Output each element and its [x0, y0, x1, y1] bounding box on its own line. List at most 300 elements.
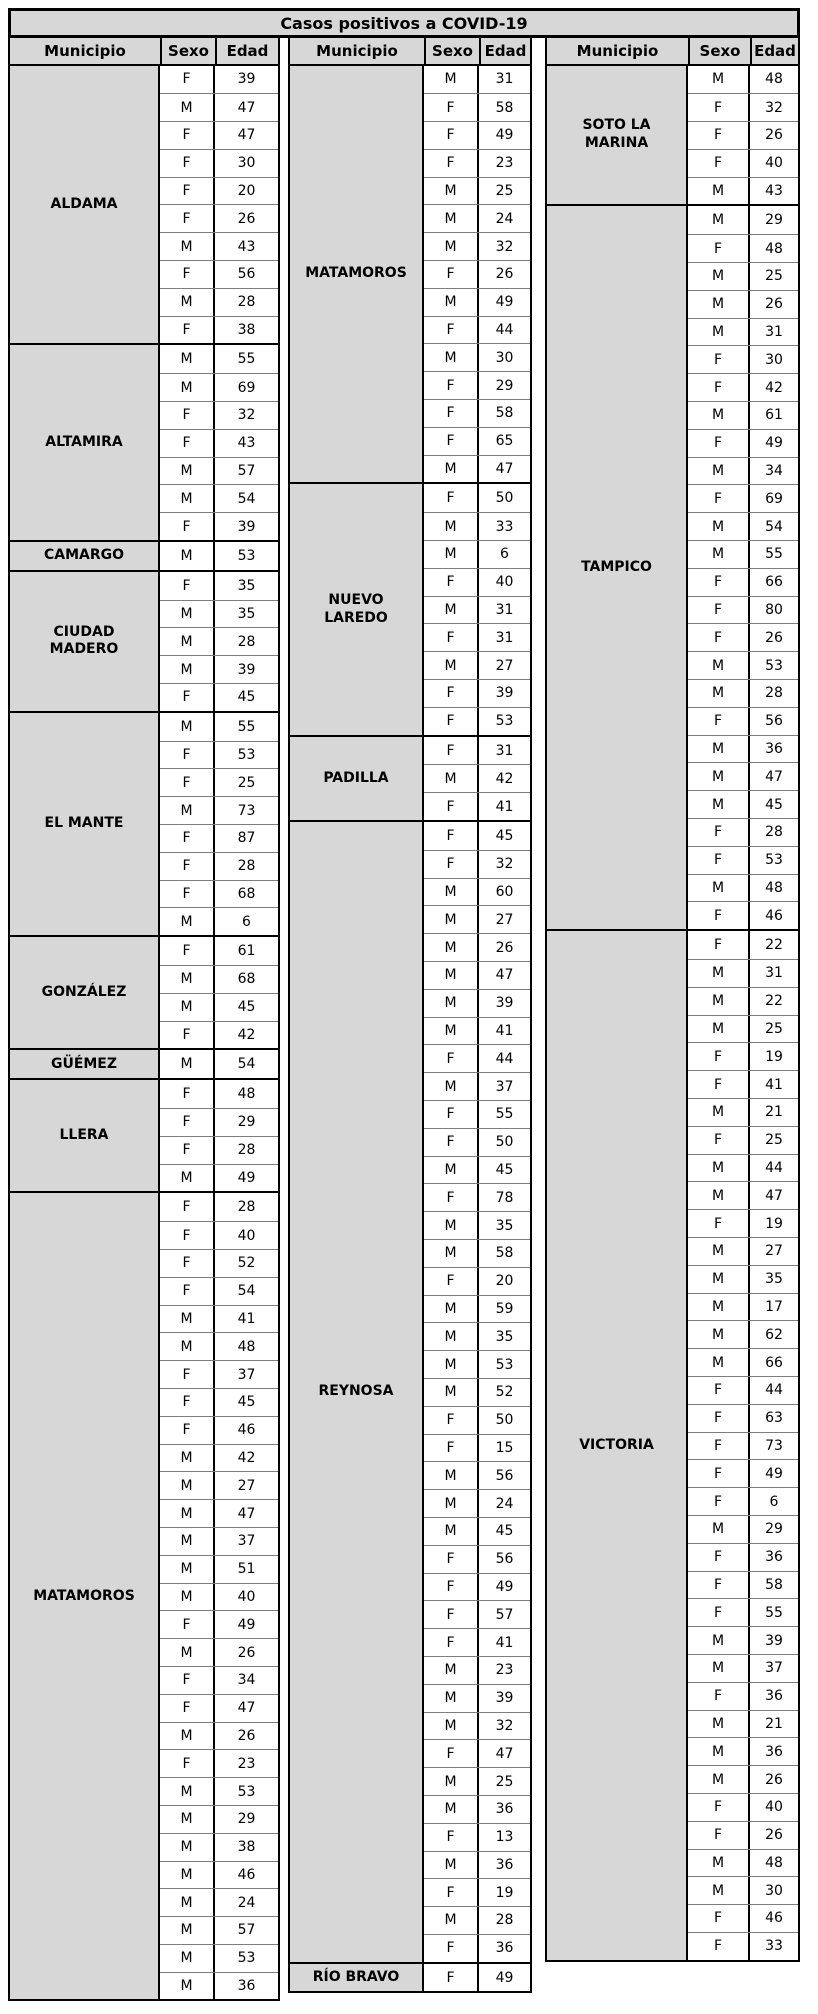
table-row — [688, 149, 798, 177]
sexo-cell: M — [688, 1155, 750, 1182]
sexo-cell: M — [160, 1445, 215, 1472]
sexo-cell: M — [160, 628, 215, 655]
sexo-cell: F — [160, 261, 215, 288]
table-row — [160, 1583, 278, 1611]
sexo-cell: F — [688, 122, 750, 149]
table-row — [688, 484, 798, 512]
sexo-cell: M — [424, 1768, 479, 1795]
table-row — [160, 683, 278, 711]
sexo-cell: M — [160, 601, 215, 628]
edad-cell: 54 — [765, 518, 783, 535]
edad-cell: 23 — [495, 1662, 514, 1679]
sexo-cell: M — [160, 797, 215, 824]
table-row — [688, 290, 798, 318]
table-row — [424, 1461, 530, 1489]
edad-cell: 26 — [237, 1644, 256, 1661]
edad-cell: 49 — [237, 1169, 256, 1186]
edad-cell: 51 — [237, 1561, 256, 1578]
municipio-label: RÍO BRAVO — [290, 1964, 424, 1992]
edad-cell: 47 — [237, 99, 256, 116]
sexo-cell: M — [688, 458, 750, 485]
table-row — [688, 679, 798, 707]
edad-cell: 22 — [765, 993, 783, 1010]
sexo-cell: M — [424, 597, 479, 624]
edad-cell: 45 — [237, 1394, 256, 1411]
sexo-cell: M — [688, 763, 750, 790]
table-row — [424, 1017, 530, 1045]
table-row — [688, 1598, 798, 1626]
table-row — [688, 846, 798, 874]
edad-cell: 37 — [237, 1533, 256, 1550]
table-row — [160, 401, 278, 429]
edad-cell: 55 — [237, 351, 256, 368]
sexo-cell: M — [424, 1351, 479, 1378]
column-header-sexo: Sexo — [160, 38, 215, 64]
column-header-municipio: Municipio — [316, 41, 398, 60]
table-row — [160, 1694, 278, 1722]
section-rows — [688, 931, 798, 1959]
edad-cell: 45 — [495, 1161, 514, 1178]
edad-cell: 66 — [765, 1354, 783, 1371]
edad-cell: 38 — [237, 1839, 256, 1856]
sexo-cell: F — [688, 1210, 750, 1237]
sexo-cell: F — [688, 1377, 750, 1404]
edad-cell: 40 — [765, 155, 783, 172]
sexo-cell: F — [424, 317, 479, 344]
table-row — [688, 66, 798, 94]
sexo-cell: M — [688, 1294, 750, 1321]
sexo-cell: F — [424, 851, 479, 878]
sexo-cell: F — [160, 1250, 215, 1277]
municipio-section — [10, 1078, 278, 1191]
table-3 — [545, 38, 800, 1962]
sexo-cell: M — [160, 1165, 215, 1192]
sexo-cell: F — [424, 1045, 479, 1072]
sexo-cell: F — [424, 624, 479, 651]
sexo-cell: F — [160, 402, 215, 429]
edad-cell: 78 — [495, 1189, 514, 1206]
edad-cell: 25 — [765, 268, 783, 285]
sexo-cell: M — [424, 513, 479, 540]
sexo-cell: M — [160, 1639, 215, 1666]
edad-cell: 45 — [495, 827, 514, 844]
edad-cell: 30 — [765, 1882, 783, 1899]
sexo-cell: F — [424, 1824, 479, 1851]
edad-cell: 44 — [495, 322, 514, 339]
edad-cell: 61 — [765, 407, 783, 424]
edad-cell: 25 — [765, 1132, 783, 1149]
sexo-cell: M — [688, 652, 750, 679]
sexo-cell: F — [424, 1129, 479, 1156]
sexo-cell: F — [688, 1405, 750, 1432]
edad-cell: 69 — [765, 490, 783, 507]
table-row — [160, 457, 278, 485]
sexo-cell: M — [424, 1907, 479, 1934]
sexo-cell: M — [160, 94, 215, 121]
sexo-cell: M — [160, 289, 215, 316]
sexo-cell: F — [424, 569, 479, 596]
table-row — [424, 1906, 530, 1934]
table-row — [160, 429, 278, 457]
edad-cell: 39 — [237, 661, 256, 678]
sexo-cell: F — [424, 1268, 479, 1295]
table-row — [424, 1517, 530, 1545]
edad-cell: 45 — [495, 1523, 514, 1540]
section-rows — [424, 66, 530, 483]
municipio-label: ALTAMIRA — [10, 345, 160, 540]
edad-cell: 39 — [495, 1690, 514, 1707]
edad-cell: 80 — [765, 602, 783, 619]
table-row — [688, 540, 798, 568]
table-row — [160, 1638, 278, 1666]
table-row — [424, 204, 530, 232]
sexo-cell: F — [424, 1964, 479, 1992]
sexo-cell: M — [688, 988, 750, 1015]
table-row — [424, 989, 530, 1017]
edad-cell: 28 — [765, 685, 783, 702]
edad-cell: 36 — [765, 741, 783, 758]
sexo-cell: M — [688, 1099, 750, 1126]
edad-cell: 36 — [495, 1856, 514, 1873]
table-row — [424, 961, 530, 989]
sexo-cell: M — [688, 66, 750, 94]
table-row — [160, 880, 278, 908]
table-row — [160, 1193, 278, 1221]
table-row — [424, 288, 530, 316]
table-row — [160, 1666, 278, 1694]
edad-cell: 47 — [495, 967, 514, 984]
edad-cell: 42 — [237, 1449, 256, 1466]
sexo-cell: M — [160, 713, 215, 741]
sexo-cell: M — [160, 485, 215, 512]
section-rows — [424, 737, 530, 820]
table-row — [160, 1833, 278, 1861]
sexo-cell: M — [424, 289, 479, 316]
sexo-cell: M — [424, 66, 479, 94]
sexo-cell: F — [688, 1683, 750, 1710]
sexo-cell: M — [160, 1528, 215, 1555]
sexo-cell: M — [424, 1657, 479, 1684]
sexo-cell: M — [160, 1778, 215, 1805]
sexo-cell: F — [424, 1407, 479, 1434]
table-row — [424, 427, 530, 455]
sexo-cell: F — [160, 1022, 215, 1049]
sexo-cell: M — [424, 178, 479, 205]
edad-cell: 41 — [765, 1076, 783, 1093]
edad-cell: 29 — [495, 377, 514, 394]
edad-cell: 26 — [765, 1827, 783, 1844]
edad-cell: 36 — [237, 1978, 256, 1995]
sexo-cell: F — [688, 430, 750, 457]
sexo-cell: M — [160, 1333, 215, 1360]
table-row — [160, 1332, 278, 1360]
table-row — [424, 1489, 530, 1517]
table-row — [688, 1265, 798, 1293]
sexo-cell: F — [688, 1043, 750, 1070]
table-row — [160, 232, 278, 260]
table-row — [688, 1932, 798, 1960]
edad-cell: 56 — [237, 266, 256, 283]
table-row — [688, 93, 798, 121]
table-row — [424, 1656, 530, 1684]
sexo-cell: F — [424, 1629, 479, 1656]
edad-cell: 30 — [765, 351, 783, 368]
edad-cell: 41 — [495, 798, 514, 815]
edad-cell: 73 — [765, 1437, 783, 1454]
table-row — [688, 1821, 798, 1849]
sexo-cell: M — [424, 456, 479, 483]
edad-cell: 47 — [765, 1187, 783, 1204]
table-row — [688, 1348, 798, 1376]
edad-cell: 31 — [765, 324, 783, 341]
edad-cell: 32 — [495, 238, 514, 255]
municipio-section — [547, 66, 798, 205]
edad-cell: 44 — [495, 1050, 514, 1067]
sexo-cell: F — [688, 1488, 750, 1515]
table-row — [160, 741, 278, 769]
table-row — [688, 1710, 798, 1738]
sexo-cell: F — [688, 94, 750, 121]
sexo-cell: M — [688, 1321, 750, 1348]
edad-cell: 24 — [237, 1894, 256, 1911]
edad-cell: 27 — [237, 1477, 256, 1494]
edad-cell: 42 — [765, 379, 783, 396]
sexo-cell: M — [688, 1766, 750, 1793]
table-row — [424, 568, 530, 596]
table-row — [688, 790, 798, 818]
edad-cell: 60 — [495, 884, 514, 900]
table-row — [160, 1360, 278, 1388]
sexo-cell: F — [424, 484, 479, 512]
table-row — [424, 1600, 530, 1628]
table-row — [160, 993, 278, 1021]
sexo-cell: M — [160, 1806, 215, 1833]
sexo-cell: F — [688, 569, 750, 596]
section-rows — [160, 937, 278, 1048]
table-row — [688, 1070, 798, 1098]
table-row — [424, 484, 530, 512]
table-row — [160, 1221, 278, 1249]
edad-cell: 28 — [237, 1142, 256, 1159]
sexo-cell: F — [424, 1184, 479, 1211]
municipio-label: SOTO LA MARINA — [547, 66, 688, 205]
table-row — [160, 1080, 278, 1108]
sexo-cell: M — [160, 1723, 215, 1750]
edad-cell: 25 — [495, 1773, 514, 1790]
sexo-cell: M — [424, 1212, 479, 1239]
sexo-cell: F — [688, 1599, 750, 1626]
edad-cell: 58 — [495, 405, 514, 422]
table-row — [160, 572, 278, 600]
column-header-sexo: Sexo — [688, 38, 750, 64]
edad-cell: 29 — [765, 212, 783, 229]
edad-cell: 32 — [237, 407, 256, 424]
table-row — [424, 1573, 530, 1601]
sexo-cell: M — [160, 1834, 215, 1861]
section-rows — [424, 822, 530, 1962]
table-row — [424, 371, 530, 399]
edad-cell: 47 — [237, 127, 256, 144]
edad-cell: 27 — [765, 1243, 783, 1260]
edad-cell: 32 — [495, 1717, 514, 1734]
table-row — [424, 66, 530, 94]
table-row — [688, 1876, 798, 1904]
municipio-section — [290, 66, 530, 483]
edad-cell: 52 — [495, 1384, 514, 1401]
table-row — [424, 905, 530, 933]
table-row — [160, 1527, 278, 1555]
table-row — [424, 1378, 530, 1406]
edad-cell: 54 — [237, 490, 256, 507]
edad-cell: 36 — [765, 1549, 783, 1566]
table-row — [424, 623, 530, 651]
edad-cell: 40 — [237, 1227, 256, 1244]
edad-cell: 63 — [765, 1410, 783, 1427]
sexo-cell: F — [688, 485, 750, 512]
sexo-cell: F — [424, 708, 479, 735]
edad-cell: 55 — [765, 1604, 783, 1621]
sexo-cell: F — [424, 793, 479, 820]
edad-cell: 26 — [765, 1771, 783, 1788]
edad-cell: 53 — [765, 852, 783, 869]
edad-cell: 26 — [237, 210, 256, 227]
table-row — [424, 1267, 530, 1295]
column-header-edad: Edad — [750, 38, 798, 64]
municipio-label: NUEVO LAREDO — [290, 484, 424, 734]
edad-cell: 26 — [765, 629, 783, 646]
section-rows — [160, 1050, 278, 1078]
table-row — [160, 288, 278, 316]
sexo-cell: M — [688, 513, 750, 540]
table-row — [688, 1293, 798, 1321]
sexo-cell: F — [160, 1193, 215, 1221]
table-row — [160, 1749, 278, 1777]
municipio-section — [547, 929, 798, 1959]
section-rows — [160, 542, 278, 570]
sexo-cell: M — [688, 960, 750, 987]
sexo-cell: M — [424, 934, 479, 961]
table-row — [424, 1211, 530, 1239]
edad-cell: 28 — [237, 294, 256, 311]
table-row — [424, 933, 530, 961]
sexo-cell: F — [688, 1822, 750, 1849]
edad-cell: 40 — [237, 1588, 256, 1605]
table-row — [424, 1156, 530, 1184]
municipio-label: PADILLA — [290, 737, 424, 820]
sexo-cell: F — [424, 1740, 479, 1767]
edad-cell: 19 — [765, 1048, 783, 1065]
table-row — [160, 1722, 278, 1750]
sexo-cell: M — [688, 291, 750, 318]
edad-cell: 20 — [495, 1273, 514, 1290]
sexo-cell: M — [424, 233, 479, 260]
table-row — [688, 318, 798, 346]
table-row — [688, 596, 798, 624]
edad-cell: 49 — [495, 1969, 514, 1986]
municipio-label: ALDAMA — [10, 66, 160, 344]
edad-cell: 69 — [237, 379, 256, 396]
edad-cell: 39 — [495, 685, 514, 702]
municipio-section — [290, 820, 530, 1962]
table-row — [688, 429, 798, 457]
sexo-cell: F — [424, 822, 479, 850]
sexo-cell: M — [160, 994, 215, 1021]
table-row — [424, 1712, 530, 1740]
report-title: Casos positivos a COVID-19 — [8, 8, 800, 38]
table-row — [424, 399, 530, 427]
sexo-cell: M — [160, 1050, 215, 1078]
edad-cell: 42 — [237, 1026, 256, 1043]
sexo-cell: M — [688, 1627, 750, 1654]
sexo-cell: F — [688, 374, 750, 401]
table-row — [160, 1277, 278, 1305]
table-row — [424, 1350, 530, 1378]
edad-cell: 35 — [765, 1271, 783, 1288]
table-row — [424, 149, 530, 177]
edad-cell: 49 — [765, 1465, 783, 1482]
table-row — [688, 1376, 798, 1404]
sexo-cell: F — [424, 94, 479, 121]
edad-cell: 28 — [495, 1912, 514, 1929]
table-row — [688, 874, 798, 902]
sexo-cell: M — [424, 879, 479, 906]
sexo-cell: M — [424, 541, 479, 568]
table-row — [160, 1805, 278, 1833]
edad-cell: 35 — [237, 606, 256, 623]
table-row — [688, 1320, 798, 1348]
edad-cell: 6 — [769, 1493, 779, 1510]
edad-cell: 38 — [237, 322, 256, 339]
edad-cell: 45 — [237, 999, 256, 1016]
section-rows — [160, 66, 278, 344]
sexo-cell: M — [688, 1516, 750, 1543]
edad-cell: 46 — [237, 1422, 256, 1439]
table-2-header — [290, 38, 530, 66]
table-row — [424, 512, 530, 540]
table-row — [160, 1305, 278, 1333]
edad-cell: 56 — [495, 1551, 514, 1568]
edad-cell: 52 — [237, 1255, 256, 1272]
edad-cell: 26 — [495, 266, 514, 283]
edad-cell: 26 — [495, 939, 514, 956]
edad-cell: 47 — [495, 461, 514, 478]
sexo-cell: F — [688, 150, 750, 177]
edad-cell: 36 — [765, 1743, 783, 1760]
sexo-cell: M — [688, 1711, 750, 1738]
table-row — [688, 707, 798, 735]
table-row — [160, 1777, 278, 1805]
table-row — [424, 93, 530, 121]
table-row — [424, 343, 530, 371]
table-row — [688, 1682, 798, 1710]
sexo-cell: M — [424, 1796, 479, 1823]
edad-cell: 6 — [500, 546, 509, 563]
edad-cell: 19 — [495, 1884, 514, 1901]
edad-cell: 53 — [237, 547, 256, 564]
edad-cell: 29 — [237, 1811, 256, 1828]
table-row — [688, 931, 798, 959]
edad-cell: 68 — [237, 886, 256, 902]
table-row — [688, 1098, 798, 1126]
edad-cell: 37 — [765, 1660, 783, 1677]
edad-cell: 43 — [765, 183, 783, 200]
sexo-cell: F — [160, 572, 215, 600]
sexo-cell: F — [160, 1080, 215, 1108]
sexo-cell: F — [424, 372, 479, 399]
edad-cell: 73 — [237, 802, 256, 819]
sexo-cell: F — [688, 235, 750, 262]
sexo-cell: F — [160, 1417, 215, 1444]
